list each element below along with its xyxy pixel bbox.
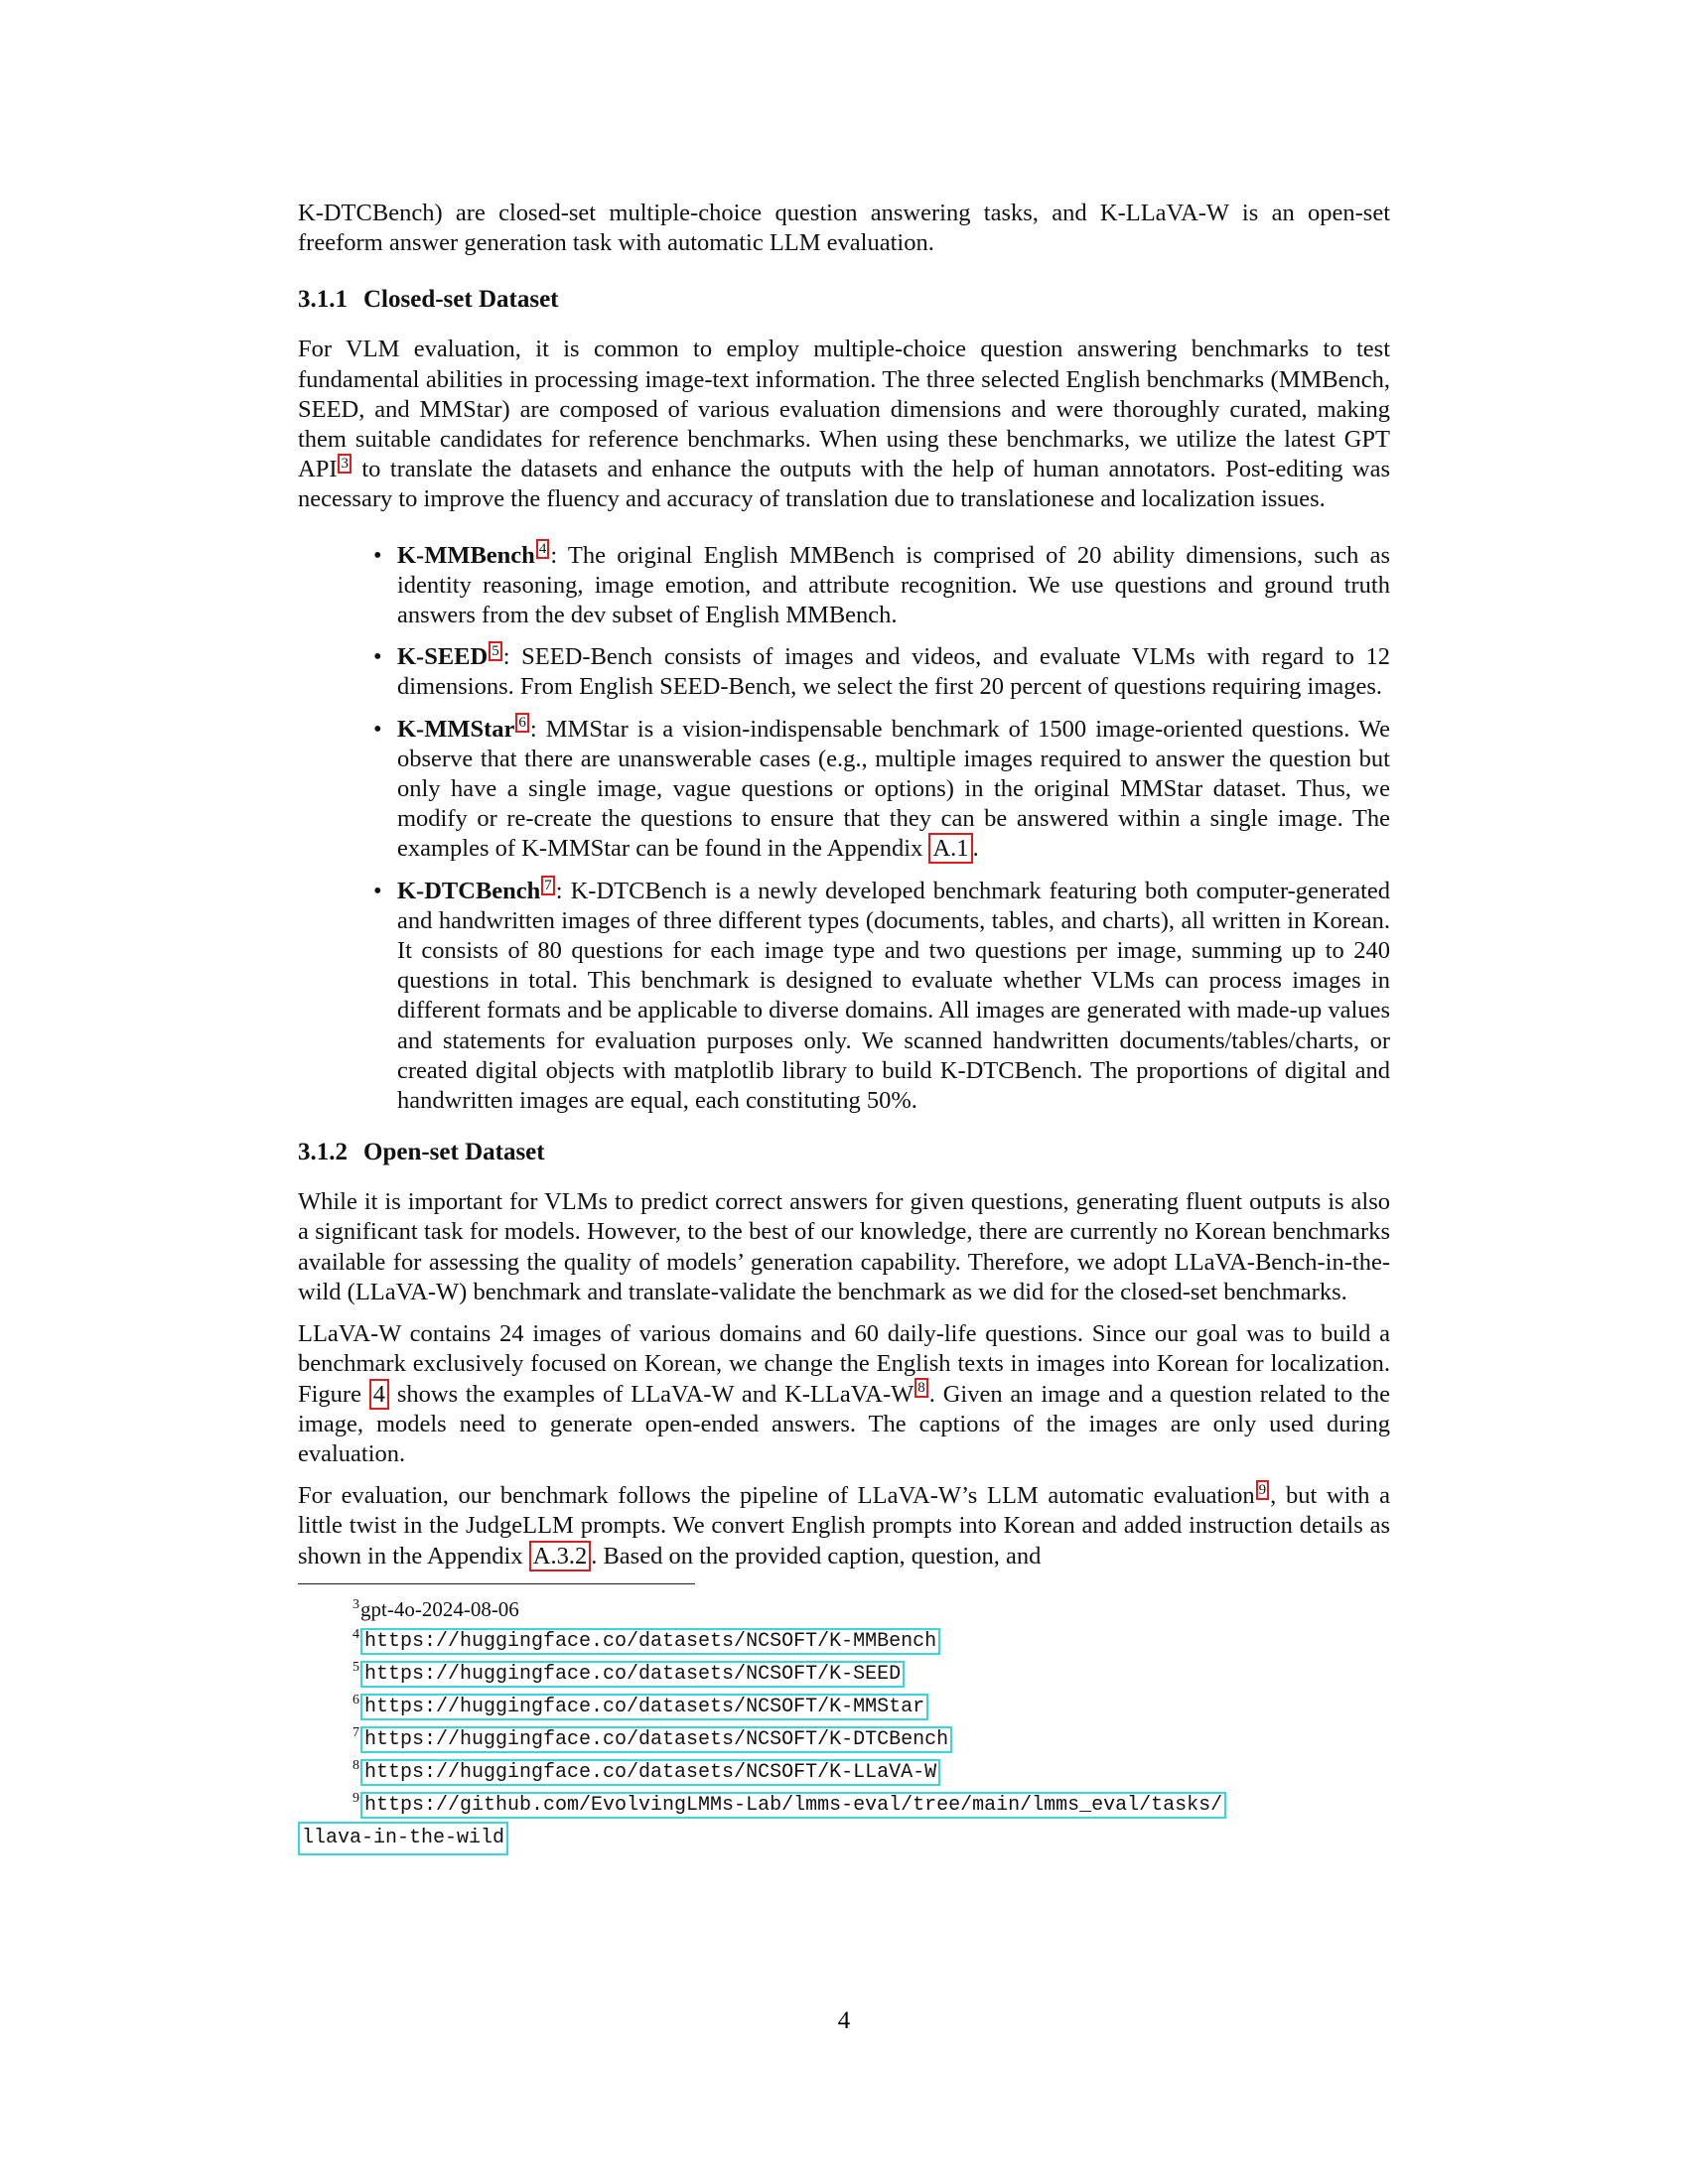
benchmark-list [298, 541, 1390, 1117]
list-item-k-mmstar [397, 715, 1390, 865]
paragraph-text: . Given an image and a question related to the image, models need to generate open-ended answers. The captions of the images are only used during evaluation. [298, 1380, 1391, 1467]
footnote-mark: 8 [352, 1757, 359, 1773]
item-text: : K-DTCBench is a newly developed benchmark featuring both computer-generated and handwritten images of three different types (documents, tables, and charts), all written in Korean. It consists of 80 questions for each image type and two questions per image, summing up to 240 questions in total. This benchmark is designed to evaluate whether VLMs can process images in different formats and be applicable to diverse domains. All images are generated with made-up values and statements for evaluation purposes only. We scanned handwritten documents/tables/charts, or created digital objects with matplotlib library to build K-DTCBench. The proportions of digital and handwritten images are equal, each constituting 50%. [397, 877, 1390, 1115]
footnote-mark: 7 [352, 1724, 359, 1740]
section-title: Open-set Dataset [363, 1139, 545, 1166]
term: K-SEED [397, 643, 489, 671]
section-heading-open-set [298, 1138, 1390, 1167]
figure-link[interactable]: 4 [369, 1379, 389, 1410]
footnote-8 [298, 1755, 1390, 1788]
appendix-link[interactable]: A.1 [928, 833, 972, 864]
footnote-4 [298, 1624, 1390, 1657]
footnote-mark: 5 [352, 1659, 359, 1675]
term: K-MMBench [397, 541, 535, 569]
paragraph-text: to translate the datasets and enhance the outputs with the help of human annotators. Post-editing was necessary to improve the fluency and accuracy of translation due to translationese and localization issues. [298, 456, 1390, 513]
section-title: Closed-set Dataset [363, 286, 559, 314]
footnote-url-link-continuation[interactable]: llava-in-the-wild [298, 1822, 508, 1855]
footnote-3 [298, 1594, 1390, 1624]
footnote-url-link[interactable]: https://huggingface.co/datasets/NCSOFT/K-SEED [360, 1661, 905, 1688]
paragraph-text: For evaluation, our benchmark follows the pipeline of LLaVA-W’s LLM automatic evaluation [298, 1482, 1255, 1510]
term: K-MMStar [397, 715, 515, 743]
footnote-url-link[interactable]: https://huggingface.co/datasets/NCSOFT/K-DTCBench [360, 1726, 952, 1753]
footnote-rule [298, 1583, 695, 1584]
footnote-ref-6[interactable]: 6 [515, 713, 529, 733]
paragraph-text: , but with a little twist in the JudgeLLM prompts. We convert English prompts into Korean and added instruction details as shown in the Appendix [298, 1482, 1390, 1570]
footnote-9 [298, 1788, 1390, 1821]
paragraph-text: For VLM evaluation, it is common to employ multiple-choice question answering benchmarks to test fundamental abilities in processing image-text information. The three selected English benchmarks (MMBench, SEED, and MMStar) are composed of various evaluation dimensions and were thoroughly curated, making them suitable candidates for reference benchmarks. When using these benchmarks, we utilize the latest GPT API [298, 336, 1390, 483]
footnote-ref-4[interactable]: 4 [536, 539, 550, 559]
footnote-mark: 4 [352, 1626, 359, 1642]
footnote-ref-7[interactable]: 7 [541, 876, 555, 895]
term: K-DTCBench [397, 877, 541, 904]
item-tail: . [972, 835, 979, 863]
section-number: 3.1.1 [298, 286, 348, 314]
footnote-ref-8[interactable]: 8 [914, 1378, 928, 1398]
footnote-url-link[interactable]: https://huggingface.co/datasets/NCSOFT/K-MMStar [360, 1694, 928, 1720]
paragraph-text: LLaVA-W contains 24 images of various domains and 60 daily-life questions. Since our goal was to build a benchmark exclusively focused on Korean, we change the English texts in images into Korean for localization. Figure [298, 1320, 1390, 1408]
footnote-mark: 9 [352, 1790, 359, 1806]
footnote-9-continuation [298, 1821, 1390, 1855]
open-set-paragraph-3 [298, 1481, 1390, 1571]
footnote-ref-9[interactable]: 9 [1256, 1480, 1270, 1500]
section-heading-closed-set [298, 285, 1390, 315]
intro-paragraph: K-DTCBench) are closed-set multiple-choice question answering tasks, and K-LLaVA-W is an open-set freeform answer generation task with automatic LLM evaluation. [298, 200, 1390, 257]
item-text: : SEED-Bench consists of images and videos, and evaluate VLMs with regard to 12 dimensions. From English SEED-Bench, we select the first 20 percent of questions requiring images. [397, 643, 1390, 701]
footnote-mark: 3 [352, 1596, 359, 1612]
item-text: : MMStar is a vision-indispensable benchmark of 1500 image-oriented questions. We observe that there are unanswerable cases (e.g., multiple images required to answer the question but only have a single image, vague questions or options) in the original MMStar dataset. Thus, we modify or re-create the questions to ensure that they can be answered within a single image. The examples of K-MMStar can be found in the Appendix [397, 715, 1390, 863]
footnote-5 [298, 1657, 1390, 1690]
list-item-k-mmbench [397, 541, 1390, 631]
section-number: 3.1.2 [298, 1139, 348, 1166]
open-set-paragraph-2 [298, 1319, 1390, 1469]
footnote-ref-5[interactable]: 5 [489, 641, 502, 661]
closed-set-paragraph [298, 335, 1390, 514]
paragraph-text: shows the examples of LLaVA-W and K-LLaVA-W [389, 1380, 914, 1408]
footnote-url-link[interactable]: https://huggingface.co/datasets/NCSOFT/K-LLaVA-W [360, 1759, 940, 1786]
footnote-6 [298, 1690, 1390, 1722]
footnote-url-link[interactable]: https://github.com/EvolvingLMMs-Lab/lmms-eval/tree/main/lmms_eval/tasks/ [360, 1792, 1226, 1819]
item-text: : The original English MMBench is comprised of 20 ability dimensions, such as identity reasoning, image emotion, and attribute recognition. We use questions and ground truth answers from the dev subset of English MMBench. [397, 541, 1390, 629]
footnote-7 [298, 1722, 1390, 1755]
open-set-paragraph-1: While it is important for VLMs to predict correct answers for given questions, generating fluent outputs is also a significant task for models. However, to the best of our knowledge, there are currently no Korean benchmarks available for assessing the quality of models’ generation capability. Therefore, we adopt LLaVA-Bench-in-the-wild (LLaVA-W) benchmark and translate-validate the benchmark as we did for the closed-set benchmarks. [298, 1188, 1390, 1305]
page-number: 4 [837, 2007, 851, 2034]
paper-page [298, 199, 1390, 1855]
footnote-url-link[interactable]: https://huggingface.co/datasets/NCSOFT/K-MMBench [360, 1628, 940, 1655]
list-item-k-dtcbench [397, 877, 1390, 1117]
paragraph-text: . Based on the provided caption, question, and [591, 1542, 1042, 1570]
footnote-text: gpt-4o-2024-08-06 [360, 1596, 519, 1621]
list-item-k-seed [397, 642, 1390, 702]
footnote-ref-3[interactable]: 3 [338, 454, 352, 474]
footnotes [298, 1583, 1390, 1855]
appendix-link[interactable]: A.3.2 [529, 1541, 591, 1571]
footnote-mark: 6 [352, 1692, 359, 1707]
